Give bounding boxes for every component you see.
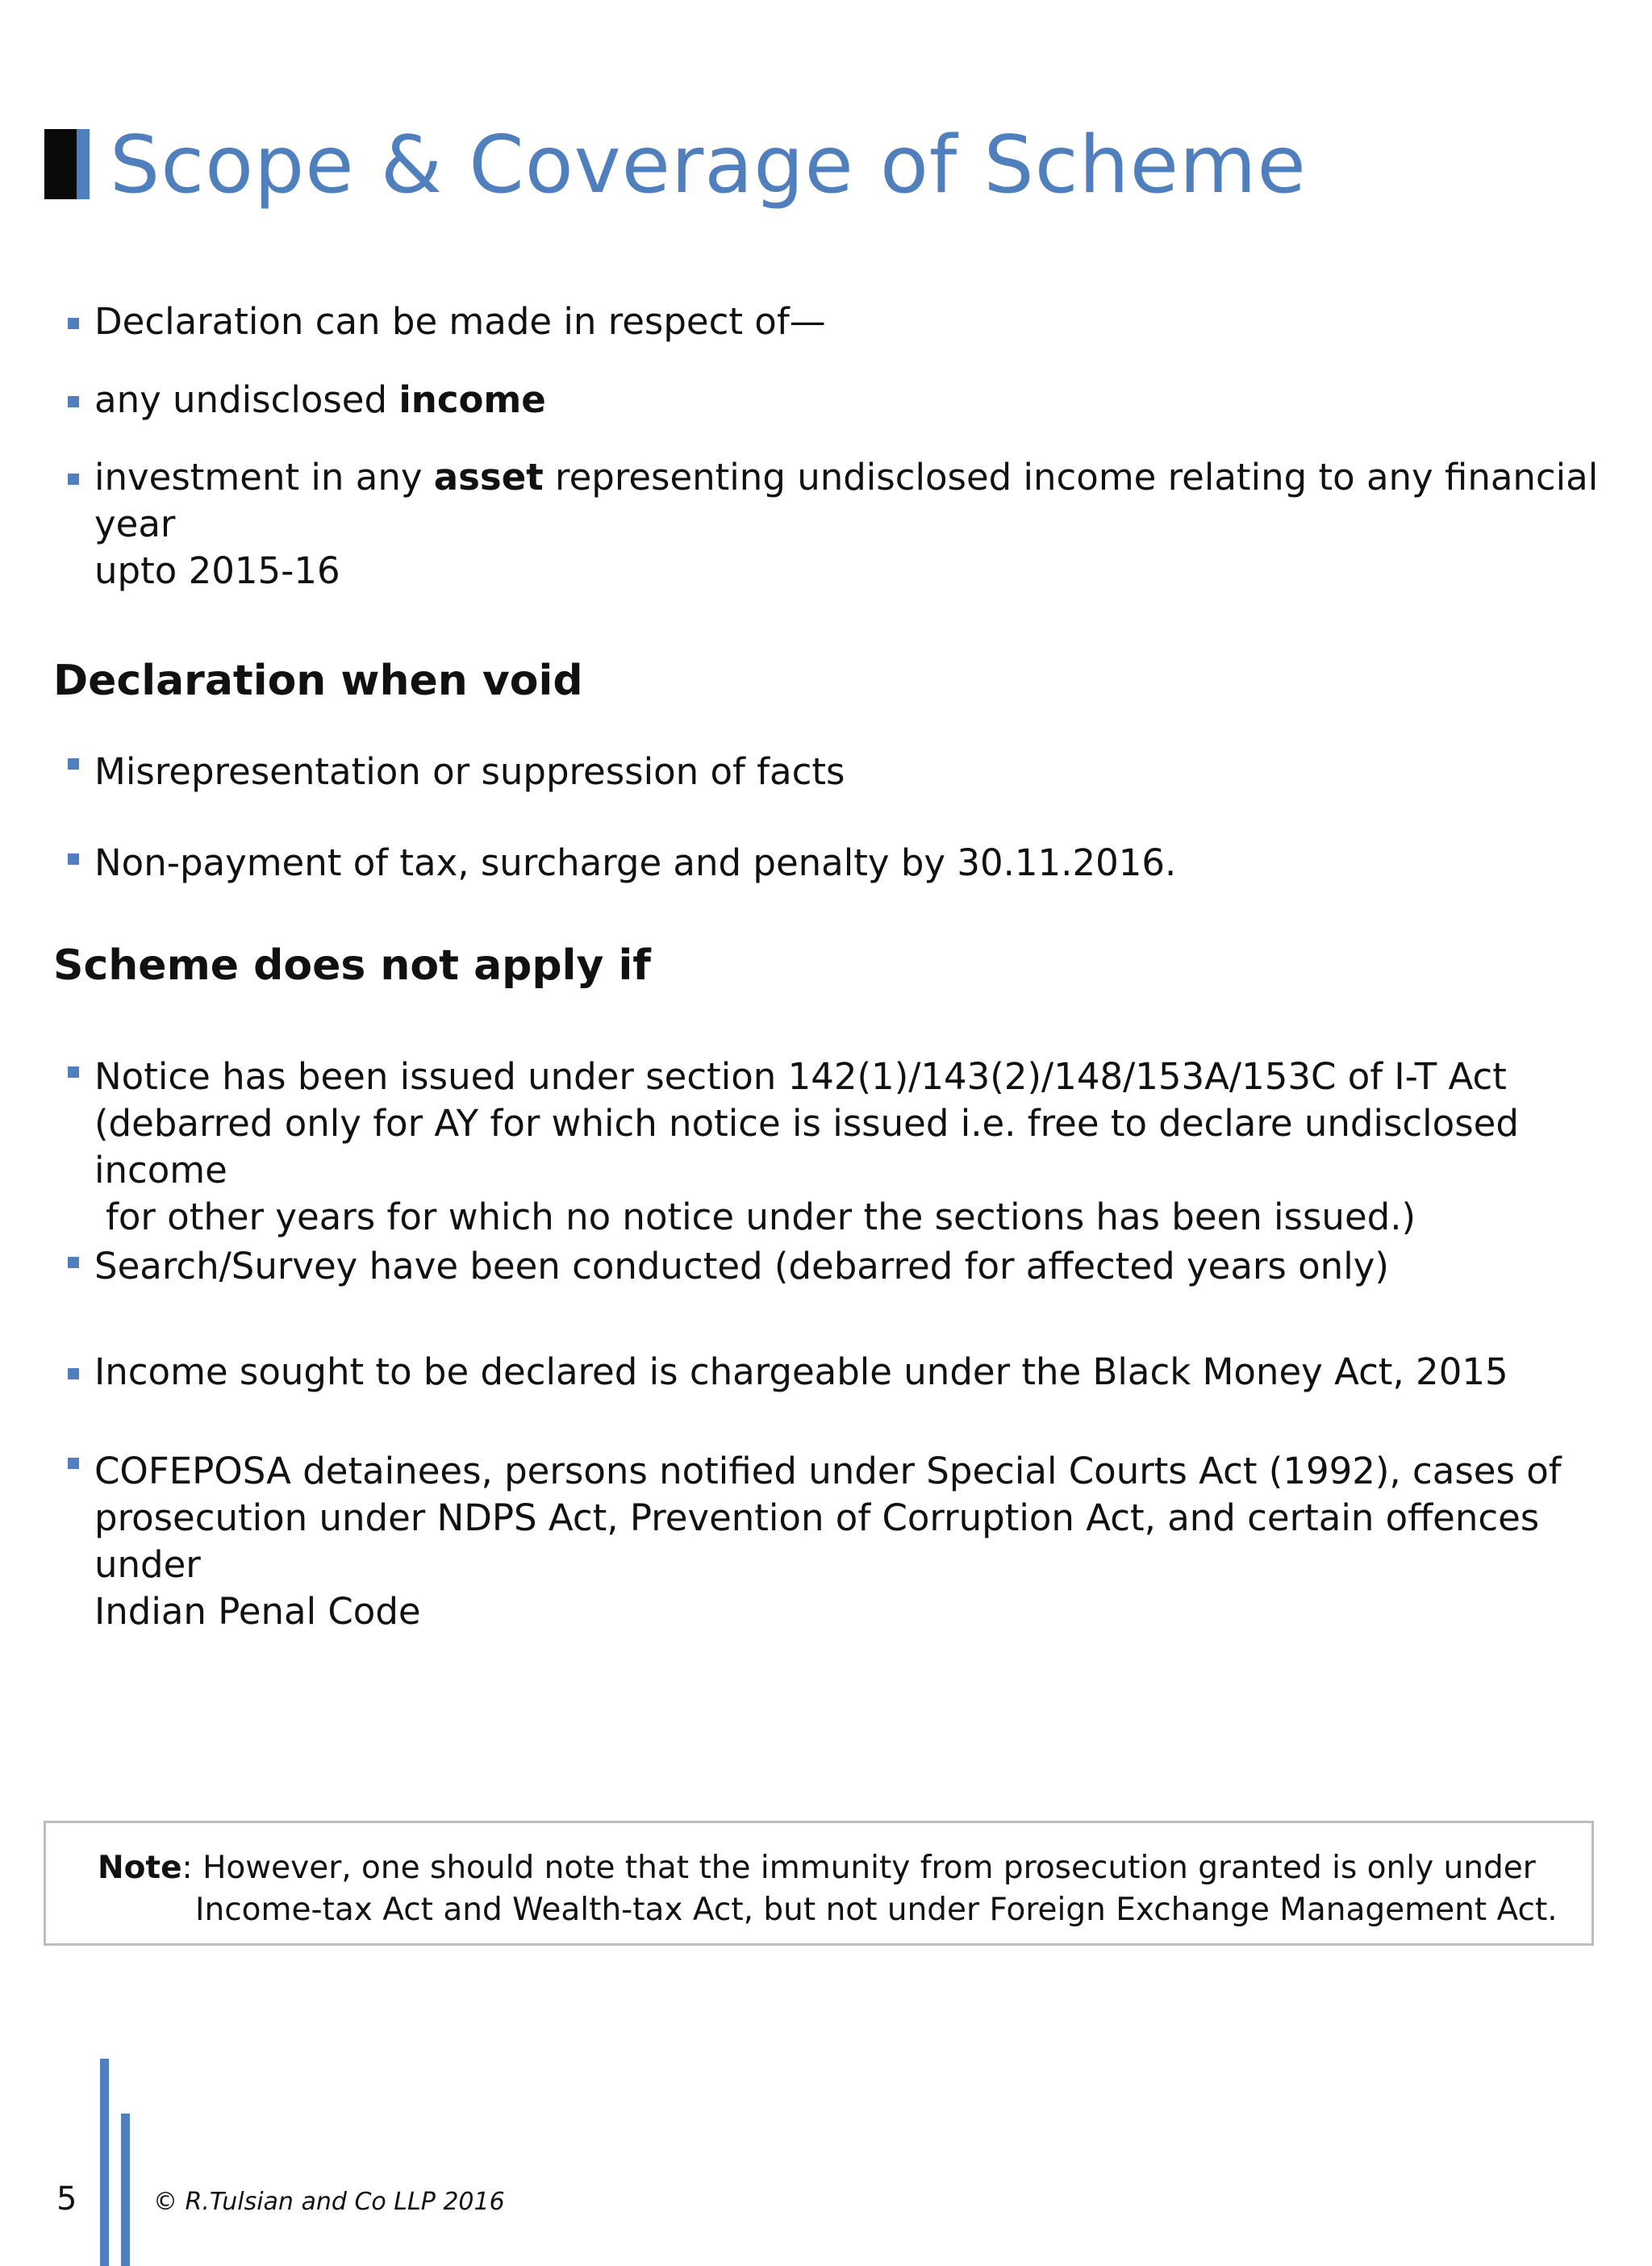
bullet-search-survey	[68, 1243, 1600, 1290]
bullet-undisclosed-income	[68, 377, 1600, 424]
copyright-notice: © R.Tulsian and Co LLP 2016	[153, 2188, 505, 2216]
bullet-notice-issued	[68, 1054, 1600, 1241]
bullet-square-icon	[68, 1368, 79, 1379]
note-line-2: Income-tax Act and Wealth-tax Act, but not under Foreign Exchange Management Act.	[195, 1892, 1558, 1928]
bullet-text: Misrepresentation or suppression of facts	[94, 750, 845, 793]
page-number: 5	[56, 2180, 77, 2218]
heading-scheme-not-apply: Scheme does not apply if	[53, 941, 651, 990]
title-marker	[44, 129, 90, 199]
bullet-investment-asset	[68, 454, 1600, 595]
bullet-misrepresentation	[68, 749, 1600, 795]
bullet-text: Search/Survey have been conducted (debarred for affected years only)	[94, 1245, 1389, 1287]
bullet-square-icon	[68, 1458, 79, 1469]
bullet-non-payment	[68, 840, 1600, 887]
title-marker-black	[44, 129, 77, 199]
title-marker-blue	[77, 129, 90, 199]
bullet-text: investment in any asset representing undisclosed income relating to any financial year upto 2015-16	[94, 456, 1599, 592]
bullet-text: COFEPOSA detainees, persons notified under Special Courts Act (1992), cases of prosecution under NDPS Act, Prevention of Corruption Act, and certain offences under Indian Penal Code	[94, 1450, 1562, 1633]
bold-term-asset: asset	[433, 456, 544, 499]
bullet-text: Notice has been issued under section 142(1)/143(2)/148/153A/153C of I-T Act (debarred only for AY for which notice is issued i.e. free to declare undisclosed income for other years for which no notice under the sections has been issued.)	[94, 1055, 1519, 1238]
bullet-square-icon	[68, 1257, 79, 1268]
note-box	[44, 1821, 1594, 1946]
bullet-square-icon	[68, 853, 79, 865]
footer-accent-bar-short	[121, 2114, 130, 2266]
bullet-text: Non-payment of tax, surcharge and penalty by 30.11.2016.	[94, 841, 1177, 884]
bullet-declaration-lead	[68, 298, 1600, 345]
bullet-square-icon	[68, 396, 79, 407]
heading-declaration-void: Declaration when void	[53, 657, 583, 705]
bullet-square-icon	[68, 758, 79, 770]
bullet-text: Income sought to be declared is chargeable under the Black Money Act, 2015	[94, 1350, 1508, 1393]
note-line-1: Note: However, one should note that the immunity from prosecution granted is only under	[98, 1850, 1536, 1886]
bullet-text: any undisclosed income	[94, 378, 546, 421]
bullet-black-money-act	[68, 1349, 1600, 1396]
footer-accent-bar-tall	[100, 2059, 109, 2266]
bold-term-income: income	[398, 378, 546, 421]
page-title: Scope & Coverage of Scheme	[110, 119, 1307, 211]
bullet-square-icon	[68, 1066, 79, 1078]
bullet-square-icon	[68, 474, 79, 485]
bullet-square-icon	[68, 318, 79, 329]
note-label: Note	[98, 1850, 182, 1886]
bullet-cofeposa	[68, 1448, 1600, 1635]
bullet-text: Declaration can be made in respect of—	[94, 300, 826, 343]
